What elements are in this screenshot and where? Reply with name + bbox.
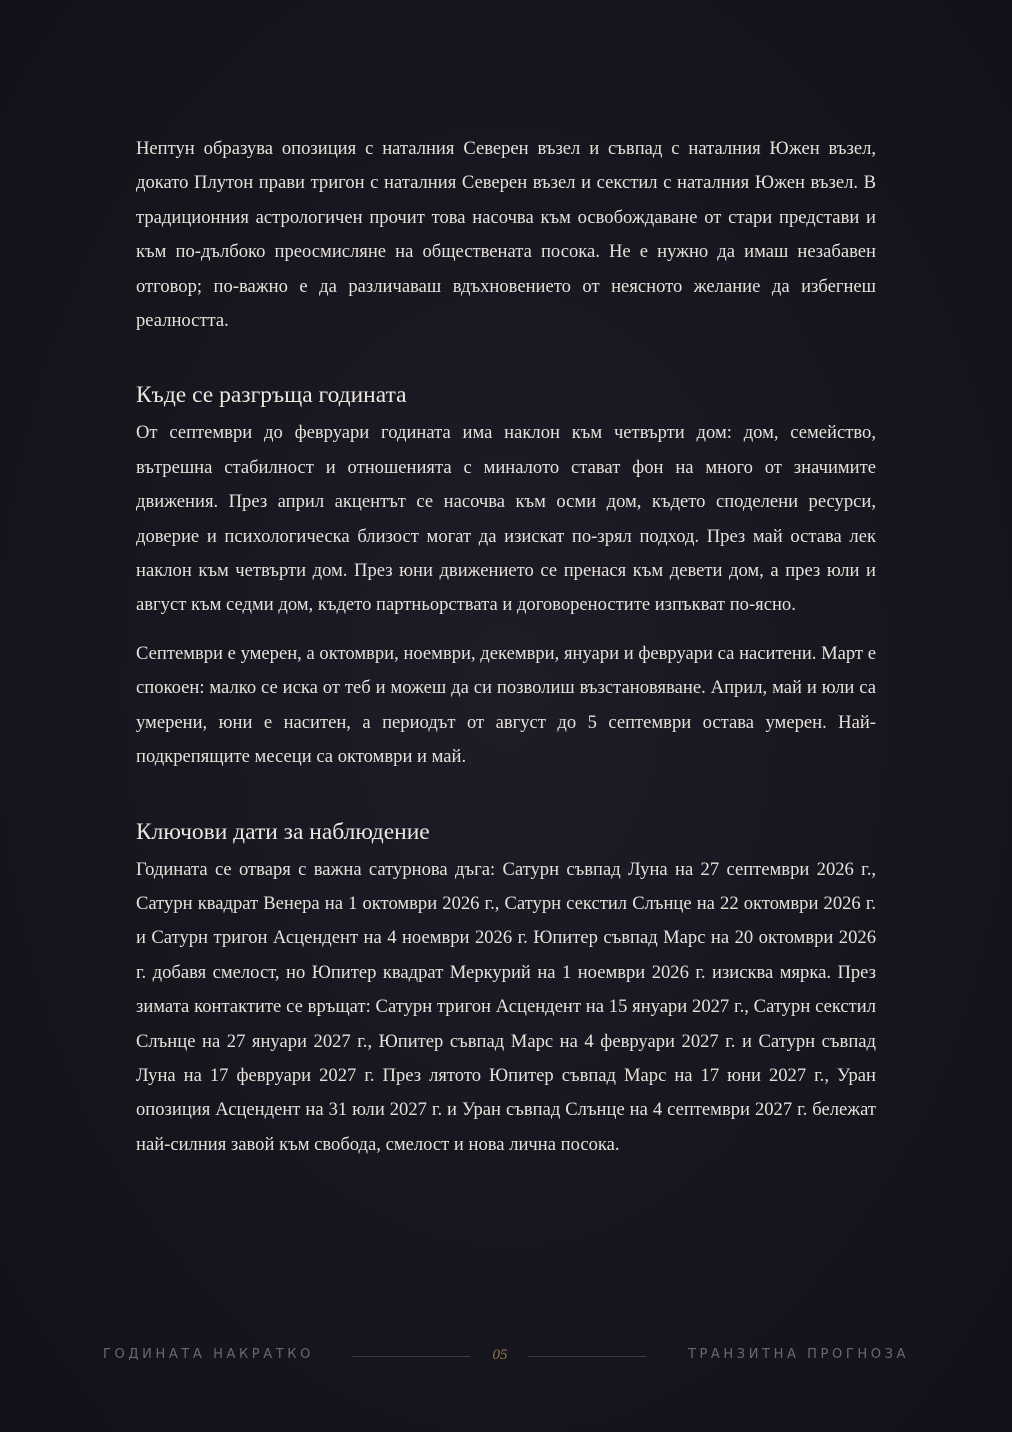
intro-paragraph: Нептун образува опозиция с наталния Северен възел и съвпад с наталния Южен възел, докато Плутон прави тригон с наталния Северен възел и секстил с наталния Южен възел. В традиционния астрологичен прочит това насочва към освобождаване от стари представи и към по-дълбоко преосмисляне на обществената посока. Не е нужно да имаш незабавен отговор; по-важно е да различаваш вдъхновението от неясното желание да избегнеш реалността.	[136, 138, 876, 332]
key-dates-paragraph: Годината се отваря с важна сатурнова дъга: Сатурн съвпад Луна на 27 септември 2026 г., Сатурн квадрат Венера на 1 октомври 2026 г., Сатурн секстил Слънце на 22 октомври 2026 г. и Сатурн тригон Асцендент на 4 ноември 2026 г. Юпитер съвпад Марс на 20 октомври 2026 г. добавя смелост, но Юпитер квадрат Меркурий на 1 ноември 2026 г. изисква мярка. През зимата контактите се връщат: Сатурн тригон Асцендент на 15 януари 2027 г., Сатурн секстил Слънце на 27 януари 2027 г., Юпитер съвпад Марс на 4 февруари 2027 г. и Сатурн съвпад Луна на 17 февруари 2027 г. През лятото Юпитер съвпад Марс на 17 юни 2027 г., Уран опозиция Асцендент на 31 юли 2027 г. и Уран съвпад Слънце на 4 септември 2027 г. бележат най-силния завой към свобода, смелост и нова лична посока.	[136, 858, 876, 1155]
footer-divider-left	[352, 1356, 470, 1357]
page-number: 05	[492, 1347, 508, 1363]
year-unfolds-paragraph-1: От септември до февруари годината има наклон към четвърти дом: дом, семейство, вътрешна стабилност и отношенията с миналото стават фон на много от значимите движения. През април акцентът се насочва към осми дом, където споделени ресурси, доверие и психологическа близост могат да изискат по-зрял подход. През май остава лек наклон към четвърти дом. През юни движението се пренася към девети дом, а през юли и август към седми дом, където партньорствата и договореностите изпъкват по-ясно.	[136, 422, 876, 616]
section-title-key-dates: Ключови дати за наблюдение	[136, 818, 430, 845]
section-title-year-unfolds: Къде се разгръща годината	[136, 382, 407, 409]
footer-right-label: ТРАНЗИТНА ПРОГНОЗА	[687, 1347, 909, 1362]
footer-left-label: ГОДИНАТА НАКРАТКО	[103, 1347, 314, 1362]
page-footer	[0, 1340, 1012, 1374]
year-unfolds-paragraph-2: Септември е умерен, а октомври, ноември, декември, януари и февруари са наситени. Март е спокоен: малко се иска от теб и можеш да си позволиш възстановяване. Април, май и юли са умерени, юни е наситен, а периодът от август до 5 септември остава умерен. Най-подкрепящите месеци са октомври и май.	[136, 642, 876, 768]
footer-divider-right	[528, 1356, 646, 1357]
page-content	[136, 132, 876, 1162]
